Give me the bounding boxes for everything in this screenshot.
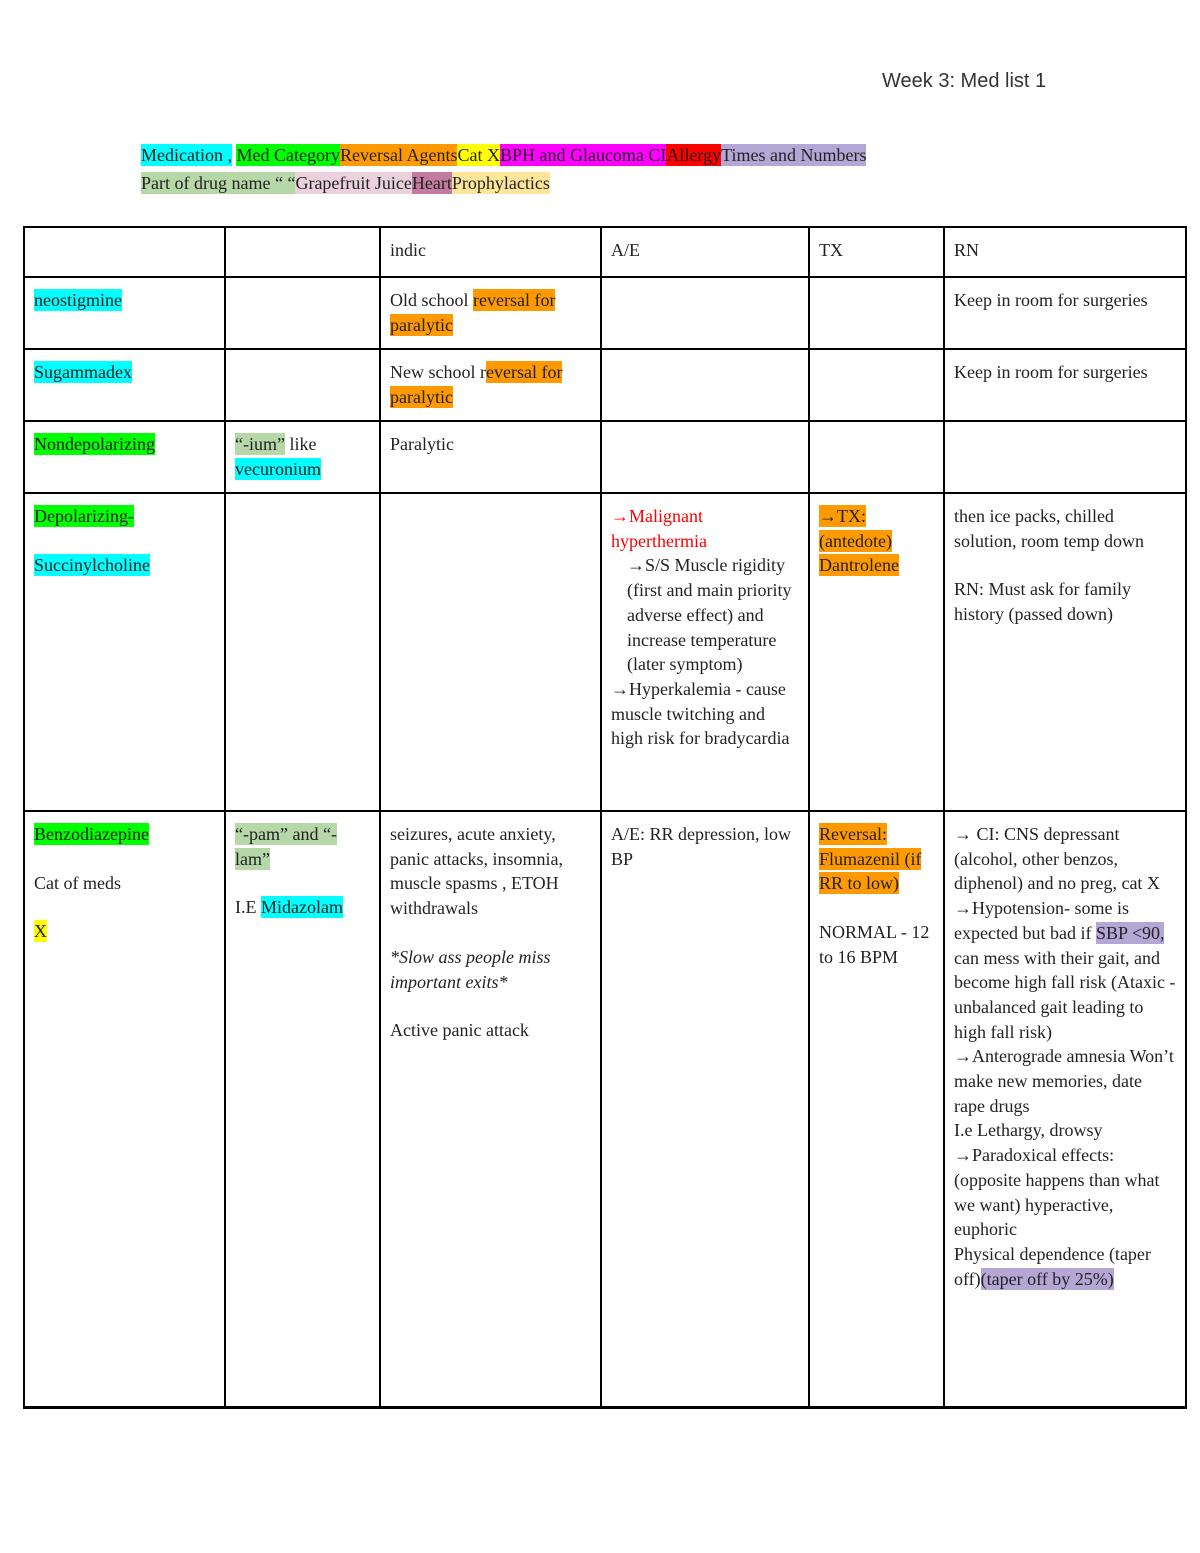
category-nondepolarizing: Nondepolarizing bbox=[34, 434, 155, 454]
rn-lethargy: I.e Lethargy, drowsy bbox=[954, 1120, 1103, 1141]
cat-x-badge: X bbox=[34, 921, 47, 942]
header-indic: indic bbox=[380, 227, 601, 277]
header-ae: A/E bbox=[601, 227, 809, 277]
tx-normal-rr: NORMAL - 12 to 16 BPM bbox=[819, 922, 930, 967]
suffix-pam-lam: “-pam” and “-lam” bbox=[235, 824, 337, 869]
drug-name-succinylcholine: Succinylcholine bbox=[34, 554, 150, 575]
rn-taper-highlight: (taper off by 25%) bbox=[980, 1268, 1114, 1289]
drug-name-neostigmine: neostigmine bbox=[34, 290, 122, 310]
rn-text: Keep in room for surgeries bbox=[944, 349, 1186, 421]
indic-reversal-highlight: reversal for paralytic bbox=[390, 290, 556, 335]
legend-medication: Medication , bbox=[141, 145, 232, 165]
suffix-like: like bbox=[284, 434, 317, 454]
category-benzodiazepine: Benzodiazepine bbox=[34, 824, 149, 844]
table-row-depolarizing bbox=[24, 493, 1186, 811]
rn-sbp-highlight: SBP <90, bbox=[1095, 922, 1165, 943]
header-cell-1 bbox=[24, 227, 225, 277]
indic-text: Old school bbox=[390, 290, 473, 310]
legend-times-numbers: Times and Numbers bbox=[721, 145, 867, 165]
legend-prophylactics: Prophylactics bbox=[451, 173, 550, 193]
table-row-benzodiazepine bbox=[24, 811, 1186, 1407]
tx-dantrolene: →TX: (antedote) Dantrolene bbox=[819, 506, 899, 576]
table-row-nondepolarizing bbox=[24, 421, 1186, 493]
legend-bph-glaucoma: BPH and Glaucoma CI bbox=[499, 145, 667, 165]
indic-text: New school r bbox=[390, 362, 486, 382]
indic-reversal-highlight: eversal for paralytic bbox=[390, 362, 563, 407]
legend-reversal-agents: Reversal Agents bbox=[339, 145, 458, 165]
legend-med-category: Med Category bbox=[236, 145, 340, 165]
page-header: Week 3: Med list 1 bbox=[882, 70, 1047, 92]
table-row-sugammadex bbox=[24, 349, 1186, 421]
header-rn: RN bbox=[944, 227, 1186, 277]
drug-name-midazolam: Midazolam bbox=[261, 897, 343, 918]
rn-family-history: RN: Must ask for family history (passed down) bbox=[954, 579, 1131, 625]
table-row-neostigmine bbox=[24, 277, 1186, 349]
indic-text: Paralytic bbox=[380, 421, 601, 493]
color-legend bbox=[141, 141, 1121, 197]
legend-part-of-drug-name: Part of drug name “ “ bbox=[141, 173, 296, 193]
rn-ci: → CI: CNS depressant (alcohol, other benzos, diphenol) and no preg, cat X bbox=[954, 824, 1160, 894]
header-tx: TX bbox=[809, 227, 944, 277]
legend-cat-x: Cat X bbox=[457, 145, 500, 165]
ae-signs-symptoms: →S/S Muscle rigidity (first and main priority adverse effect) and increase temperature (later symptom) bbox=[627, 555, 792, 675]
table-header-row bbox=[24, 227, 1186, 277]
rn-paradoxical: →Paradoxical effects: (opposite happens than what we want) hyperactive, euphoric bbox=[954, 1145, 1160, 1240]
legend-allergy: Allergy bbox=[666, 145, 722, 165]
tx-flumazenil: Reversal: Flumazenil (if RR to low) bbox=[819, 824, 922, 894]
suffix-ium: “-ium” bbox=[235, 434, 285, 454]
ae-malignant-hyperthermia: →Malignant hyperthermia bbox=[611, 506, 707, 551]
drug-name-vecuronium: vecuronium bbox=[235, 458, 321, 479]
rn-cooling: then ice packs, chilled solution, room temp down bbox=[954, 506, 1144, 551]
mnemonic-text: *Slow ass people miss important exits* bbox=[390, 946, 551, 992]
legend-line-2 bbox=[141, 169, 1121, 197]
rn-amnesia: →Anterograde amnesia Won’t make new memories, date rape drugs bbox=[954, 1046, 1174, 1116]
contraindication-text: Active panic attack bbox=[390, 1020, 529, 1041]
ie-label: I.E bbox=[235, 897, 261, 918]
med-table bbox=[23, 226, 1187, 1409]
ae-text: A/E: RR depression, low BP bbox=[601, 811, 809, 1407]
drug-name-sugammadex: Sugammadex bbox=[34, 362, 132, 382]
legend-grapefruit-juice: Grapefruit Juice bbox=[295, 173, 412, 193]
header-cell-2 bbox=[225, 227, 380, 277]
legend-heart: Heart bbox=[411, 173, 452, 193]
category-depolarizing: Depolarizing- bbox=[34, 506, 134, 526]
ae-hyperkalemia: →Hyperkalemia - cause muscle twitching and high risk for bradycardia bbox=[611, 678, 790, 749]
indic-text: seizures, acute anxiety, panic attacks, insomnia, muscle spasms , ETOH withdrawals bbox=[390, 824, 563, 919]
cat-of-meds-label: Cat of meds bbox=[34, 872, 121, 893]
rn-dependence: Physical dependence (taper off)(taper off by 25%) bbox=[954, 1243, 1151, 1289]
rn-hypotension: →Hypotension- some is expected but bad if SBP <90, can mess with their gait, and become high fall risk (Ataxic - unbalanced gait leading to high fall risk) bbox=[954, 898, 1176, 1042]
rn-text: Keep in room for surgeries bbox=[944, 277, 1186, 349]
legend-line-1 bbox=[141, 141, 1121, 169]
